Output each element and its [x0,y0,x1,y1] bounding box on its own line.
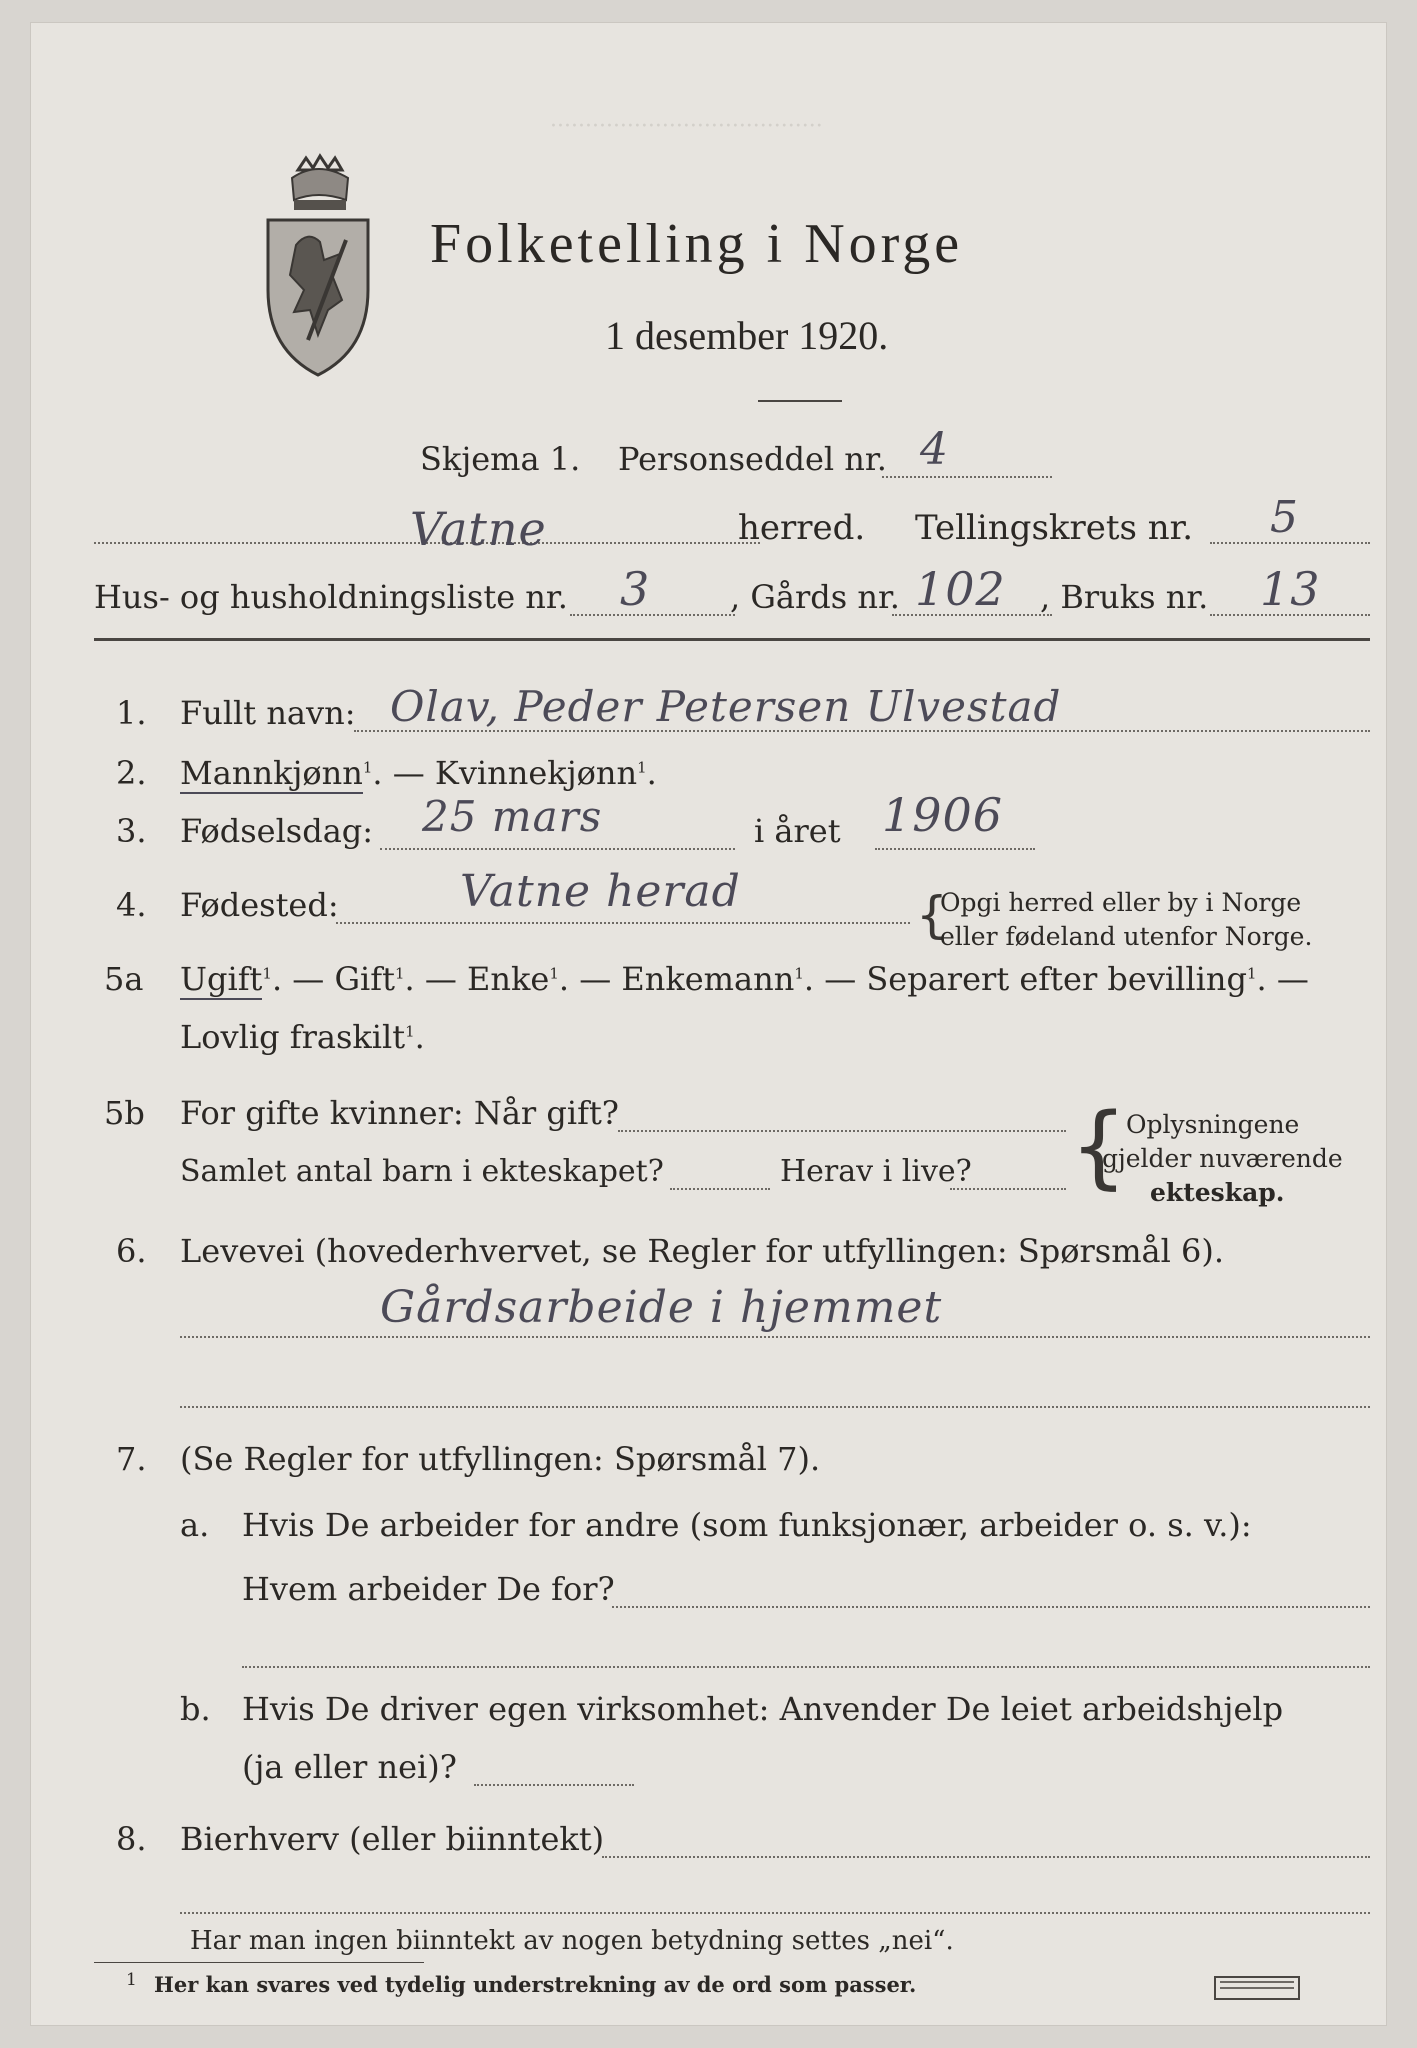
marital-option-enkemann[interactable]: . — Enkemann [558,960,795,998]
q2-sex-options: Mannkjønn$^1$. — Kvinnekjønn$^1$. [180,754,657,792]
husliste-value[interactable]: 3 [620,562,651,616]
q4-note-brace: { [916,886,948,944]
q7b-letter: b. [180,1690,211,1728]
q7b-label: Hvis De driver egen virksomhet: Anvender De leiet arbeidshjelp [242,1690,1284,1728]
birth-year-value[interactable]: 1906 [882,788,1004,842]
full-name-value[interactable]: Olav, Peder Petersen Ulvestad [390,682,1062,731]
q2-number: 2. [116,754,147,792]
q6-field-line-2[interactable] [180,1406,1370,1408]
q5a-number: 5a [104,960,144,998]
footnote-mark: 1 [126,1970,137,1990]
footnote-text: Her kan svares ved tydelig understrekning av de ord som passer. [154,1972,917,1997]
marital-option-gift[interactable]: . — Gift [271,960,395,998]
census-form-page [30,22,1387,2026]
q7-number: 7. [116,1440,147,1478]
birthplace-value[interactable]: Vatne herad [460,866,741,917]
q3-year-line [875,848,1035,850]
marital-option-ugift[interactable]: Ugift [180,960,263,998]
q5b-label-children: Samlet antal barn i ekteskapet? [180,1154,664,1189]
q5b-alive-line[interactable] [950,1188,1066,1190]
q6-field-line-1 [180,1336,1370,1338]
q5b-note-line-1: Oplysningene [1126,1110,1300,1139]
bleed-through-text: ······································· [550,114,823,139]
herred-value[interactable]: Vatne [410,502,547,556]
q8-number: 8. [116,1820,147,1858]
q5b-when-married-line[interactable] [618,1130,1066,1132]
q5b-children-line[interactable] [670,1188,770,1190]
q8-field-line-2[interactable] [180,1912,1370,1914]
q8-label: Bierhverv (eller biinntekt) [180,1820,605,1858]
sex-option-male[interactable]: Mannkjønn [180,754,363,792]
q4-label: Fødested: [180,886,339,924]
title-divider [758,400,842,402]
q7a-sub-label: Hvem arbeider De for? [242,1570,615,1608]
personseddel-label: Personseddel nr. [618,440,887,478]
gards-value[interactable]: 102 [915,562,1006,616]
personseddel-value[interactable]: 4 [920,424,949,475]
q8-field-line-1[interactable] [602,1856,1370,1858]
q7a-label: Hvis De arbeider for andre (som funksjonær, arbeider o. s. v.): [242,1506,1252,1544]
personseddel-field-line [882,476,1052,478]
occupation-value[interactable]: Gårdsarbeide i hjemmet [380,1282,943,1333]
q5b-note-line-2: gjelder nuværende [1102,1144,1343,1173]
birthday-value[interactable]: 25 mars [422,792,603,841]
q8-note: Har man ingen biinntekt av nogen betydning settes „nei“. [190,1926,954,1956]
q3-number: 3. [116,812,147,850]
bruks-value[interactable]: 13 [1260,562,1321,616]
footnote-divider [94,1962,424,1963]
q7a-letter: a. [180,1506,210,1544]
skjema-label: Skjema 1. [420,440,581,478]
q6-number: 6. [116,1232,147,1270]
marital-option-fraskilt[interactable]: Lovlig fraskilt$^1$. [180,1018,425,1056]
q7a-field-line-1[interactable] [612,1606,1370,1608]
gards-label: , Gårds nr. [730,578,900,616]
q6-label: Levevei (hovederhvervet, se Regler for utfyllingen: Spørsmål 6). [180,1232,1225,1270]
q1-number: 1. [116,694,147,732]
sex-option-female[interactable]: . — Kvinnekjønn [372,754,638,792]
form-title: Folketelling i Norge [430,213,964,275]
q5b-label-alive: Herav i live? [780,1154,972,1189]
q5a-marital-options: Ugift$^1$. — Gift$^1$. — Enke$^1$. — Enkemann$^1$. — Separert efter bevilling$^1$. — [180,960,1309,998]
q5b-note-line-3: ekteskap. [1150,1178,1285,1207]
q5b-note-brace: { [1070,1094,1128,1199]
q7a-field-line-2[interactable] [242,1666,1370,1668]
q3-label: Fødselsdag: [180,812,374,850]
header-separator [94,638,1370,641]
q4-number: 4. [116,886,147,924]
marital-option-enke[interactable]: . — Enke [404,960,550,998]
q7b-sub-label: (ja eller nei)? [242,1748,457,1786]
marital-option-separert[interactable]: . — Separert efter bevilling [803,960,1247,998]
q4-note-line-2: eller fødeland utenfor Norge. [940,922,1313,951]
husliste-field-line [570,614,735,616]
q7-label: (Se Regler for utfyllingen: Spørsmål 7). [180,1440,821,1478]
q5b-label-when-married: For gifte kvinner: Når gift? [180,1094,619,1132]
herred-label: herred. [738,508,866,548]
q7b-field-line[interactable] [474,1784,634,1786]
q4-field-line [336,922,910,924]
q5b-number: 5b [104,1094,145,1132]
q3-year-label: i året [754,812,841,850]
census-date: 1 desember 1920. [605,313,889,358]
tellingskrets-label: Tellingskrets nr. [915,508,1194,548]
coat-of-arms-icon [258,150,378,380]
q1-label: Fullt navn: [180,694,356,732]
husliste-label: Hus- og husholdningsliste nr. [94,578,568,616]
q3-birthday-line [380,848,735,850]
q4-note-line-1: Opgi herred eller by i Norge [940,888,1302,917]
tellingskrets-value[interactable]: 5 [1270,492,1299,543]
bruks-label: , Bruks nr. [1040,578,1209,616]
printer-stamp-icon [1214,1976,1300,2000]
